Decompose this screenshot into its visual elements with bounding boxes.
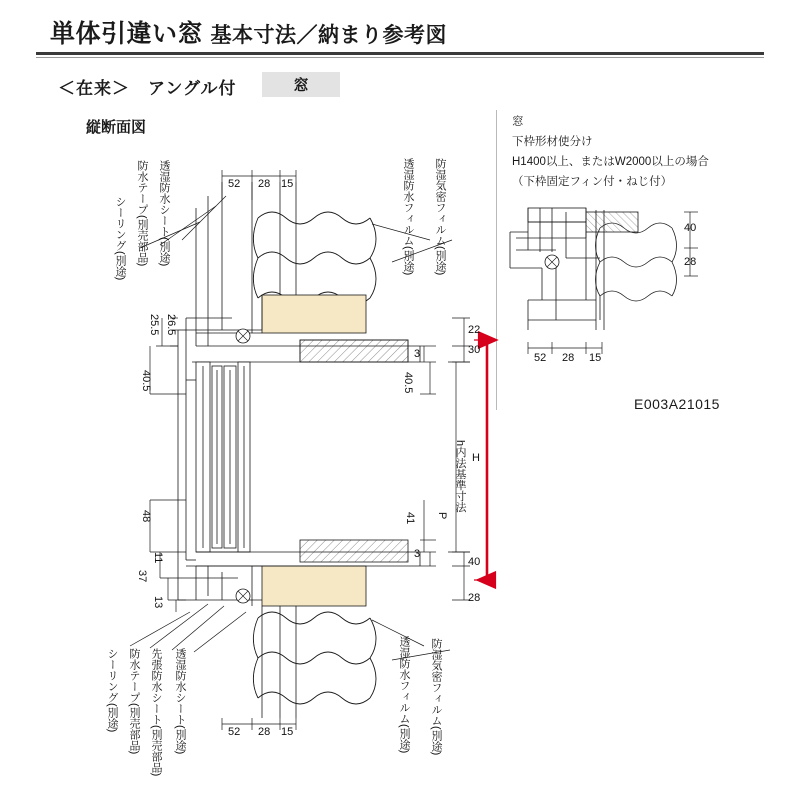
page-title-sub: 基本寸法／納まり参考図 bbox=[210, 24, 447, 47]
callout-permeable-film-top: 透湿防水フィルム(別途) bbox=[402, 158, 414, 276]
note-line-1: 窓 bbox=[512, 116, 524, 128]
dim-detail-28: 28 bbox=[684, 256, 697, 268]
dim-left-26-5: 26.5 bbox=[165, 314, 177, 336]
dim-right-40: 40 bbox=[468, 556, 481, 568]
dim-h-label: H bbox=[472, 452, 480, 464]
callout-vapor-film-top: 防湿気密フィルム(別途) bbox=[434, 158, 446, 276]
callout-pre-waterproof-sheet-bottom: 先張防水シート(別売部品) bbox=[150, 648, 162, 777]
note-line-3: H1400以上、またはW2000以上の場合 bbox=[512, 156, 709, 168]
dim-left-37: 37 bbox=[136, 570, 148, 583]
subtitle: ＜在来＞ アングル付 bbox=[58, 79, 237, 98]
callout-permeable-sheet-top: 透湿防水シート(別途) bbox=[158, 160, 170, 267]
page-title-main: 単体引違い窓 bbox=[50, 20, 204, 48]
dim-detail-15: 15 bbox=[589, 352, 602, 364]
dim-inner-3-top: 3 bbox=[414, 348, 421, 360]
dim-inner-41: 41 bbox=[404, 512, 416, 525]
callout-waterproof-tape-top: 防水テープ(別売部品) bbox=[136, 160, 148, 267]
dim-top-15: 15 bbox=[281, 178, 294, 190]
note-line-2: 下枠形材使分け bbox=[512, 136, 593, 148]
dim-p-label: P bbox=[436, 512, 448, 520]
callout-vapor-film-bottom: 防湿気密フィルム(別途) bbox=[430, 638, 442, 756]
dim-left-40-5: 40.5 bbox=[140, 370, 152, 392]
callout-permeable-sheet-bottom: 透湿防水シート(別途) bbox=[174, 648, 186, 755]
dim-detail-28h: 28 bbox=[562, 352, 575, 364]
dim-right-30: 30 bbox=[468, 344, 481, 356]
dim-bottom-15: 15 bbox=[281, 726, 294, 738]
callout-permeable-film-bottom: 透湿防水フィルム(別途) bbox=[398, 636, 410, 754]
dim-right-22: 22 bbox=[468, 324, 481, 336]
callout-sealing-bottom: シーリング(別途) bbox=[106, 648, 118, 733]
dim-detail-40: 40 bbox=[684, 222, 697, 234]
dim-left-48: 48 bbox=[140, 510, 152, 523]
callout-sealing-top: シーリング(別途) bbox=[114, 196, 126, 281]
status-badge: 窓 bbox=[262, 72, 340, 97]
dim-h-inner-label: h内法基準寸法 bbox=[454, 440, 466, 513]
note-line-4: （下枠固定フィン付・ねじ付） bbox=[512, 176, 673, 188]
dim-left-13: 13 bbox=[152, 596, 164, 609]
drawing-code: E003A21015 bbox=[634, 396, 720, 412]
dim-left-11: 11 bbox=[152, 552, 164, 564]
dim-top-52: 52 bbox=[228, 178, 241, 190]
dim-right-28: 28 bbox=[468, 592, 481, 604]
dim-bottom-28: 28 bbox=[258, 726, 271, 738]
dim-detail-52: 52 bbox=[534, 352, 547, 364]
dim-top-28: 28 bbox=[258, 178, 271, 190]
dim-bottom-52: 52 bbox=[228, 726, 241, 738]
section-label: 縦断面図 bbox=[86, 119, 147, 136]
dim-left-25-5: 25.5 bbox=[148, 314, 160, 336]
dim-inner-40-5: 40.5 bbox=[402, 372, 414, 394]
callout-waterproof-tape-bottom: 防水テープ(別売部品) bbox=[128, 648, 140, 755]
dim-inner-3-bottom: 3 bbox=[414, 548, 421, 560]
